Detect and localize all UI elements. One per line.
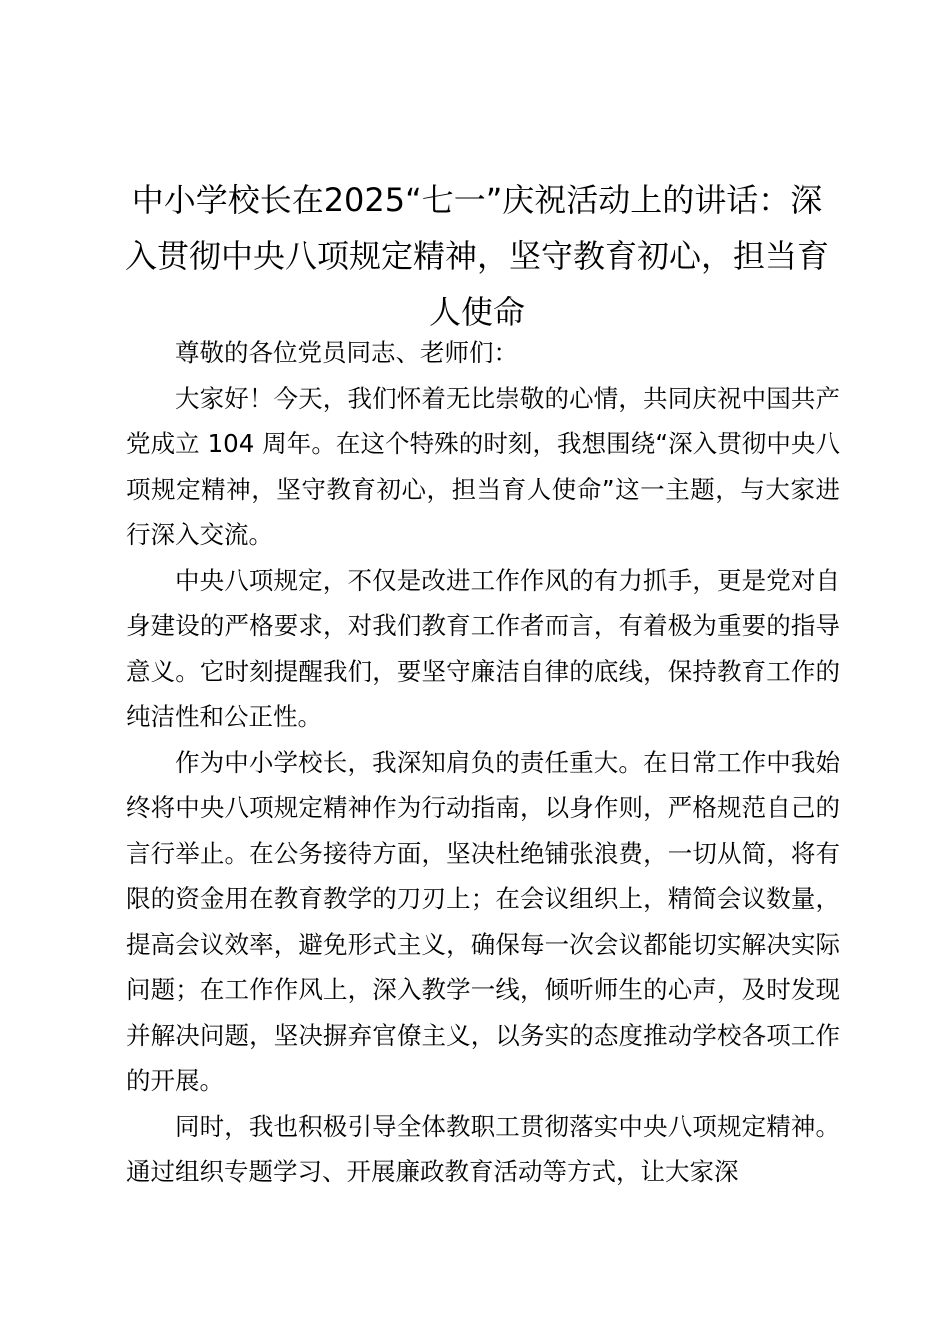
document-title: 中小学校长在2025“七一”庆祝活动上的讲话：深入贯彻中央八项规定精神，坚守教育初心，担当育人使命 (124, 181, 829, 331)
paragraph-4: 同时，我也积极引导全体教职工贯彻落实中央八项规定精神。通过组织专题学习、开展廉政教育活动等方式，让大家深 (126, 1111, 840, 1186)
paragraph-2: 中央八项规定，不仅是改进工作作风的有力抓手，更是党对自身建设的严格要求，对我们教育工作者而言，有着极为重要的指导意义。它时刻提醒我们，要坚守廉洁自律的底线，保持教育工作的纯洁性和公正性。 (126, 565, 840, 731)
paragraph-1: 大家好！今天，我们怀着无比崇敬的心情，共同庆祝中国共产党成立 104 周年。在这个特殊的时刻，我想围绕“深入贯彻中央八项规定精神，坚守教育初心，担当育人使命”这一主题，与大家进行深入交流。 (126, 383, 840, 549)
paragraph-3: 作为中小学校长，我深知肩负的责任重大。在日常工作中我始终将中央八项规定精神作为行动指南，以身作则，严格规范自己的言行举止。在公务接待方面，坚决杜绝铺张浪费，一切从简，将有限的资金用在教育教学的刀刃上；在会议组织上，精简会议数量，提高会议效率，避免形式主义，确保每一次会议都能切实解决实际问题；在工作作风上，深入教学一线，倾听师生的心声，及时发现并解决问题，坚决摒弃官僚主义，以务实的态度推动学校各项工作的开展。 (126, 747, 840, 1095)
salutation: 尊敬的各位党员同志、老师们： (175, 338, 518, 367)
document-body (126, 330, 840, 1195)
